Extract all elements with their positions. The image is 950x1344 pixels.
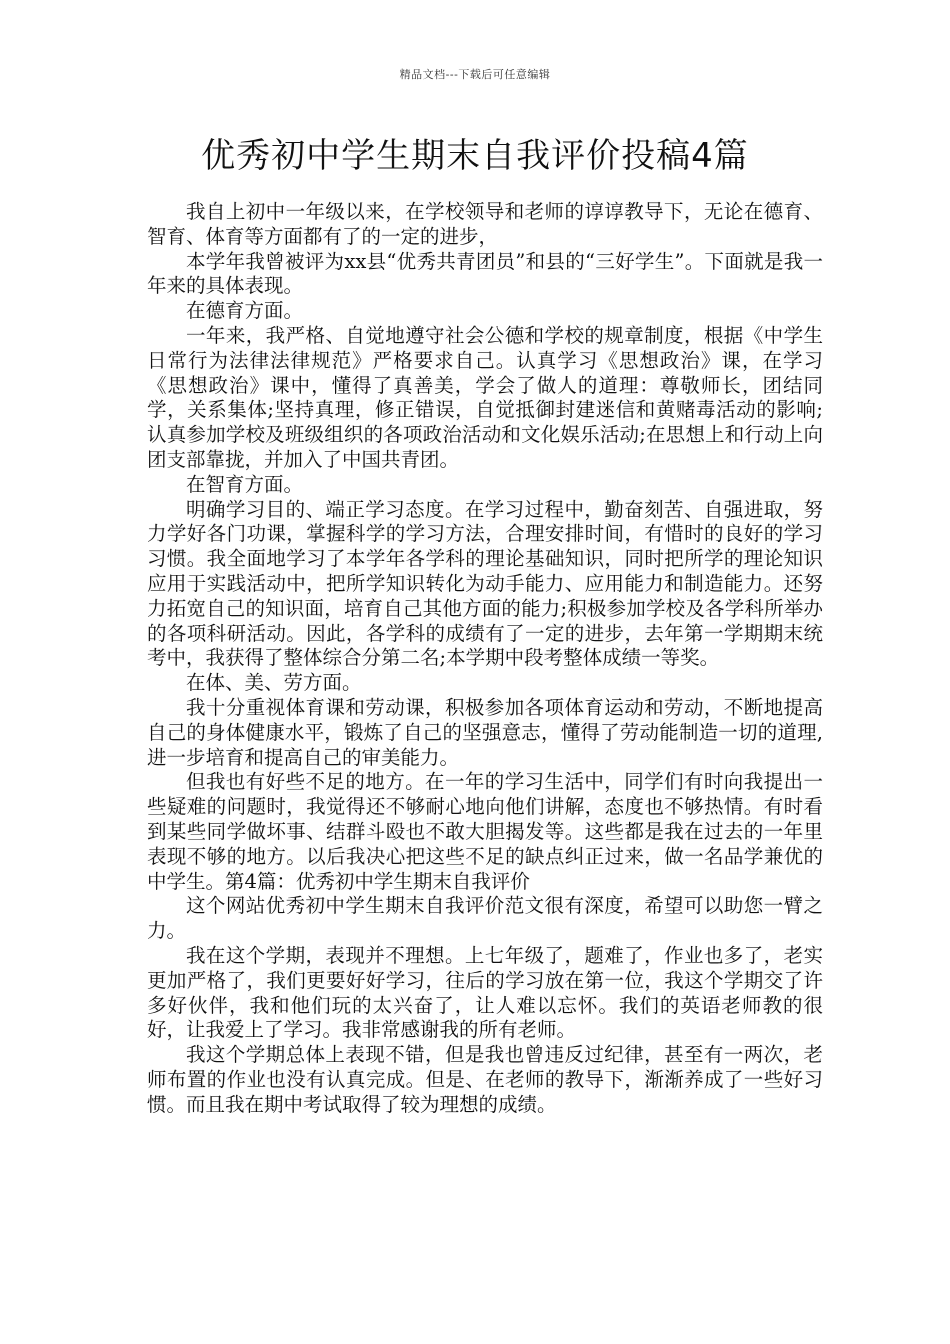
paragraph: 我自上初中一年级以来，在学校领导和老师的谆谆教导下，无论在德育、智育、体育等方面都有了的一定的进步， (147, 200, 823, 248)
paragraph: 一年来，我严格、自觉地遵守社会公德和学校的规章制度，根据《中学生日常行为法律法律规范》严格要求自己。认真学习《思想政治》课，在学习《思想政治》课中，懂得了真善美，学会了做人的道理：尊敬师长，团结同学，关系集体;坚持真理，修正错误，自觉抵御封建迷信和黄赌毒活动的影响;认真参加学校及班级组织的各项政治活动和文化娱乐活动;在思想上和行动上向团支部靠拢，并加入了中国共青团。 (147, 323, 823, 471)
paragraph: 这个网站优秀初中学生期末自我评价范文很有深度，希望可以助您一臂之力。 (147, 894, 823, 943)
paragraph: 但我也有好些不足的地方。在一年的学习生活中，同学们有时向我提出一些疑难的问题时，我觉得还不够耐心地向他们讲解，态度也不够热情。有时看到某些同学做坏事、结群斗殴也不敢大胆揭发等。这些都是我在过去的一年里表现不够的地方。以后我决心把这些不足的缺点纠正过来，做一名品学兼优的中学生。第4篇：优秀初中学生期末自我评价 (147, 770, 823, 893)
paragraph: 明确学习目的、端正学习态度。在学习过程中，勤奋刻苦、自强进取，努力学好各门功课，掌握科学的学习方法，合理安排时间，有惜时的良好的学习习惯。我全面地学习了本学年各学科的理论基础知识，同时把所学的理论知识应用于实践活动中，把所学知识转化为动手能力、应用能力和制造能力。还努力拓宽自己的知识面，培育自己其他方面的能力;积极参加学校及各学科所举办的各项科研活动。因此，各学科的成绩有了一定的进步，去年第一学期期末统考中，我获得了整体综合分第二名;本学期中段考整体成绩一等奖。 (147, 497, 823, 670)
paragraph: 我在这个学期，表现并不理想。上七年级了，题难了，作业也多了，老实更加严格了，我们更要好好学习，往后的学习放在第一位，我这个学期交了许多好伙伴，我和他们玩的太兴奋了，让人难以忘怀。我们的英语老师教的很好，让我爱上了学习。我非常感谢我的所有老师。 (147, 943, 823, 1042)
document-body (147, 200, 823, 1117)
paragraph: 我这个学期总体上表现不错，但是我也曾违反过纪律，甚至有一两次，老师布置的作业也没有认真完成。但是、在老师的教导下，渐渐养成了一些好习惯。而且我在期中考试取得了较为理想的成绩。 (147, 1043, 823, 1116)
header-note: 精品文档---下载后可任意编辑 (399, 68, 551, 81)
section-heading: 在体、美、劳方面。 (186, 671, 362, 695)
paragraph: 本学年我曾被评为xx县“优秀共青团员”和县的“三好学生”。下面就是我一年来的具体表现。 (147, 249, 823, 298)
document-title: 优秀初中学生期末自我评价投稿4篇 (201, 136, 749, 176)
section-heading: 在智育方面。 (186, 472, 304, 496)
section-heading: 在德育方面。 (186, 299, 304, 323)
paragraph: 我十分重视体育课和劳动课，积极参加各项体育运动和劳动，不断地提高自己的身体健康水平，锻炼了自己的坚强意志，懂得了劳动能制造一切的道理,进一步培育和提高自己的审美能力。 (147, 695, 823, 769)
